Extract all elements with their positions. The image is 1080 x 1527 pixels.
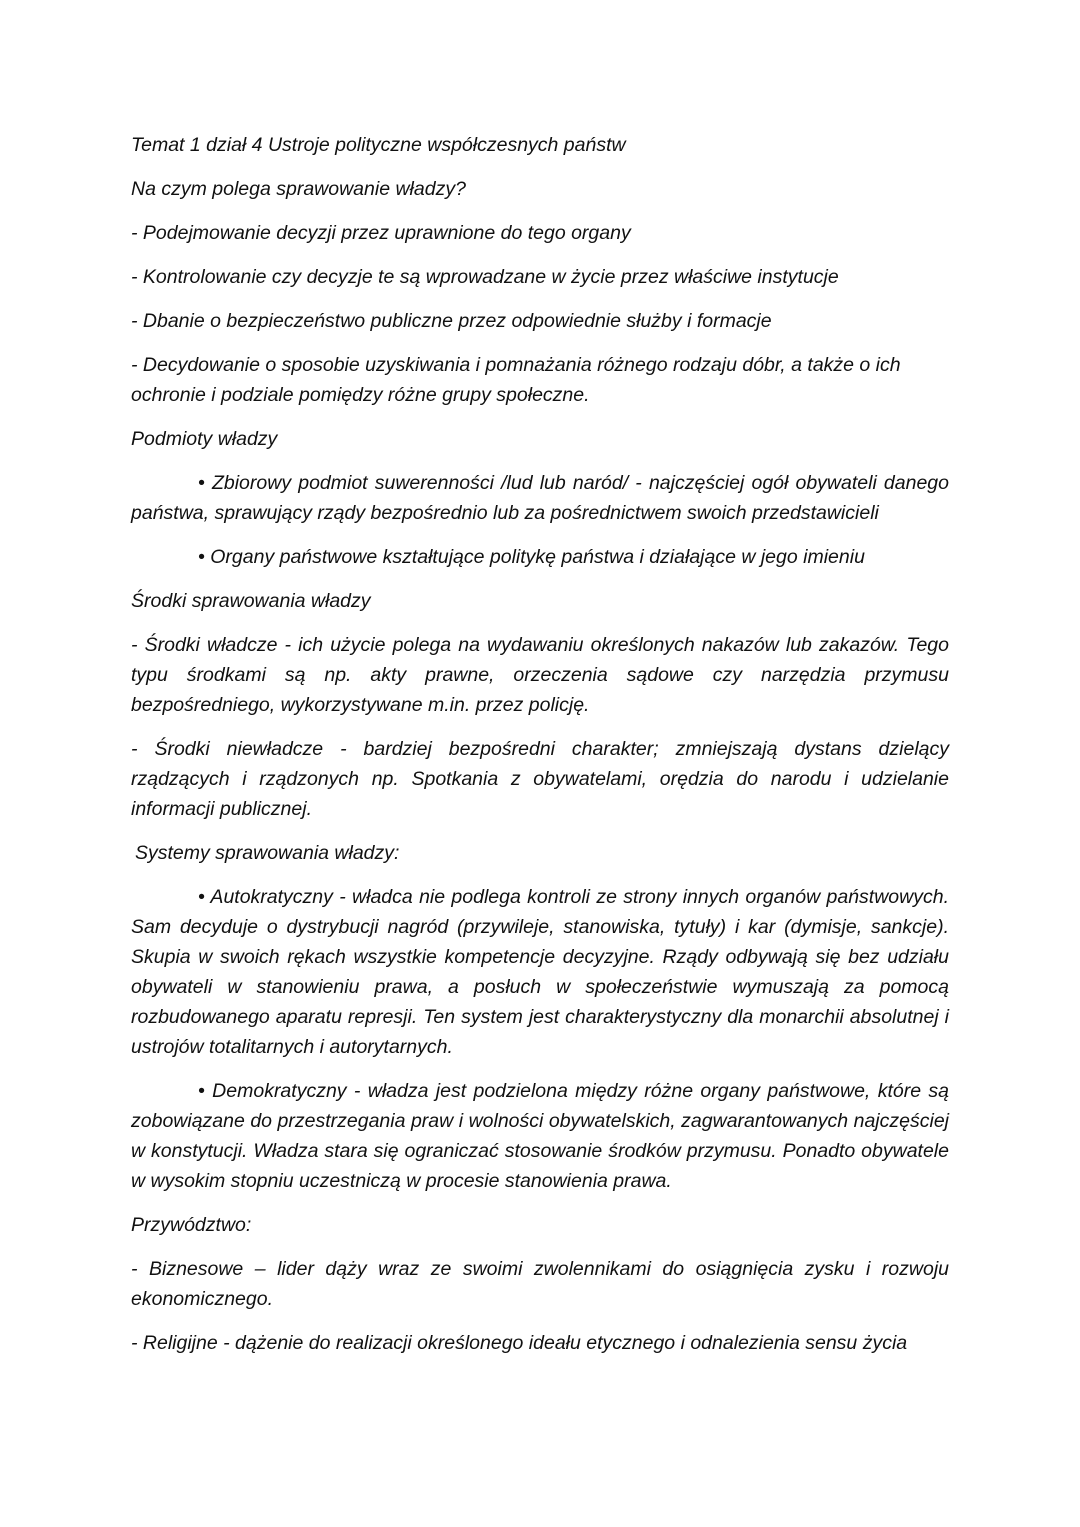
leadership-heading: Przywództwo: bbox=[131, 1214, 252, 1236]
subjects-heading: Podmioty władzy bbox=[131, 428, 278, 450]
subject-bullet: • Organy państwowe kształtujące politykę państwa i działające w jego imieniu bbox=[198, 546, 865, 568]
authority-item: - Decydowanie o sposobie uzyskiwania i pomnażania różnego rodzaju dóbr, a także o ich ochronie i podziale pomiędzy różne grupy społeczne. bbox=[131, 354, 901, 406]
subject-bullet: • Zbiorowy podmiot suwerenności /lud lub naród/ - najczęściej ogół obywateli danego państwa, sprawujący rządy bezpośrednio lub za pośrednictwem swoich przedstawicieli bbox=[131, 472, 949, 524]
means-item: - Środki władcze - ich użycie polega na wydawaniu określonych nakazów lub zakazów. Tego typu środkami są np. akty prawne, orzeczenia sądowe czy narzędzia przymusu bezpośredniego, wykorzystywane m.in. przez policję. bbox=[131, 634, 949, 716]
system-bullet: • Demokratyczny - władza jest podzielona między różne organy państwowe, które są zobowiązane do przestrzegania praw i wolności obywatelskich, zagwarantowanych najczęściej w konstytucji. Władza stara się ograniczać stosowanie środków przymusu. Ponadto obywatele w wysokim stopniu uczestniczą w procesie stanowienia prawa. bbox=[131, 1080, 949, 1192]
authority-item: - Podejmowanie decyzji przez uprawnione do tego organy bbox=[131, 222, 631, 244]
leadership-item: - Religijne - dążenie do realizacji określonego ideału etycznego i odnalezienia sensu życia bbox=[131, 1332, 908, 1354]
document-page bbox=[131, 130, 949, 1372]
system-bullet: • Autokratyczny - władca nie podlega kontroli ze strony innych organów państwowych. Sam decyduje o dystrybucji nagród (przywileje, stanowiska, tytuły) i kar (dymisje, sankcje). Skupia w swoich rękach wszystkie kompetencje decyzyjne. Rządy odbywają się bez udziału obywateli w stanowieniu prawa, a posłuch w społeczeństwie wymuszają za pomocą rozbudowanego aparatu represji. Ten system jest charakterystyczny dla monarchii absolutnej i ustrojów totalitarnych i autorytarnych. bbox=[131, 886, 949, 1058]
systems-heading: Systemy sprawowania władzy: bbox=[135, 842, 400, 864]
means-item: - Środki niewładcze - bardziej bezpośredni charakter; zmniejszają dystans dzielący rządzących i rządzonych np. Spotkania z obywatelami, orędzia do narodu i udzielanie informacji publicznej. bbox=[131, 738, 949, 820]
means-heading: Środki sprawowania władzy bbox=[131, 590, 371, 612]
leadership-item: - Biznesowe – lider dąży wraz ze swoimi zwolennikami do osiągnięcia zysku i rozwoju ekonomicznego. bbox=[131, 1258, 949, 1310]
document-title: Temat 1 dział 4 Ustroje polityczne współczesnych państw bbox=[131, 134, 626, 156]
authority-item: - Kontrolowanie czy decyzje te są wprowadzane w życie przez właściwe instytucje bbox=[131, 266, 839, 288]
authority-item: - Dbanie o bezpieczeństwo publiczne przez odpowiednie służby i formacje bbox=[131, 310, 772, 332]
question-heading: Na czym polega sprawowanie władzy? bbox=[131, 178, 466, 200]
